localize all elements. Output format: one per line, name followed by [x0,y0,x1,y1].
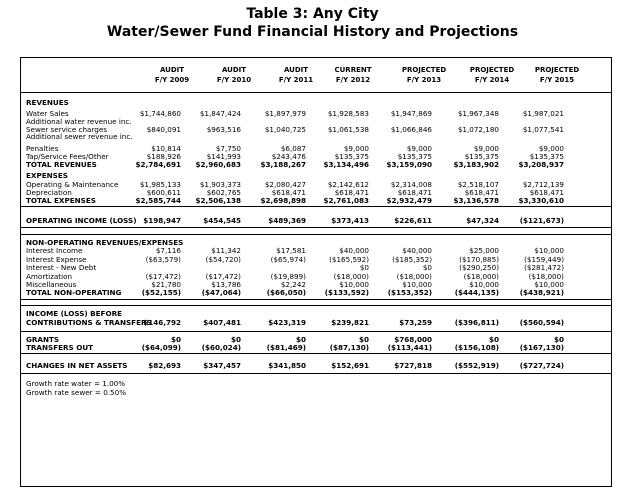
table-cell: $454,545 [203,216,241,225]
column-header-year: F/Y 2014 [474,76,510,84]
table-cell: $10,000 [339,280,369,289]
row-label: Interest Expense [26,255,87,264]
column-header-label: PROJECTED [469,66,515,74]
table-cell: $2,080,427 [264,180,306,189]
table-cell: ($81,469) [266,343,306,352]
row-label: Penalties [26,144,59,153]
row-label: EXPENSES [26,171,68,180]
table-cell: $9,000 [406,144,432,153]
table-cell: $6,087 [280,144,306,153]
table-cell: $1,987,021 [522,109,564,118]
table-cell: $7,116 [155,246,181,255]
column-header-label: PROJECTED [401,66,447,74]
footnote: Growth rate water = 1.00% [26,379,126,388]
table-cell: $73,259 [399,318,432,327]
table-divider [20,206,612,207]
table-cell: $21,780 [151,280,181,289]
row-label: Interest Income [26,246,83,255]
table-cell: $1,744,860 [139,109,181,118]
column-header-label: CURRENT [334,66,372,74]
table-divider [20,331,612,332]
column-header-label: AUDIT [159,66,185,74]
table-cell: $10,000 [469,280,499,289]
table-cell: $146,792 [143,318,181,327]
footnote: Growth rate sewer = 0.50% [26,388,127,397]
row-label: INCOME (LOSS) BEFORE [26,309,123,318]
table-cell: $3,136,578 [453,196,499,205]
table-cell: $135,375 [529,152,564,161]
row-label: TRANSFERS OUT [26,343,94,352]
table-cell: $602,765 [206,188,241,197]
table-cell: $2,761,083 [323,196,369,205]
row-label: CHANGES IN NET ASSETS [26,361,128,370]
table-cell: $3,208,937 [518,160,564,169]
row-label: Additional water revenue inc. [26,117,132,126]
row-label: Operating & Maintenance [26,180,119,189]
table-cell: $10,000 [534,280,564,289]
table-cell: $11,342 [211,246,241,255]
table-cell: ($66,050) [266,288,306,297]
table-cell: $9,000 [473,144,499,153]
table-cell: $2,518,107 [457,180,499,189]
table-divider [20,373,612,374]
table-cell: $3,134,496 [323,160,369,169]
row-label: Additional sewer revenue inc. [26,132,133,141]
table-cell: $2,242 [280,280,306,289]
table-cell: $0 [422,263,432,272]
table-cell: $226,611 [394,216,432,225]
table-cell: $17,581 [276,246,306,255]
row-label: TOTAL REVENUES [26,160,97,169]
table-cell: $407,481 [203,318,241,327]
table-cell: ($396,811) [454,318,499,327]
table-cell: ($54,720) [205,255,241,264]
row-label: NON-OPERATING REVENUES/EXPENSES [26,238,184,247]
table-cell: $0 [488,335,499,344]
table-cell: ($63,579) [145,255,181,264]
column-header-year: F/Y 2010 [216,76,252,84]
table-cell: $3,330,610 [518,196,564,205]
table-cell: $341,850 [268,361,306,370]
table-cell: $7,750 [215,144,241,153]
table-cell: ($113,441) [387,343,432,352]
table-cell: $1,040,725 [264,125,306,134]
table-cell: $3,159,090 [386,160,432,169]
table-cell: $1,847,424 [199,109,241,118]
row-label: OPERATING INCOME (LOSS) [26,216,137,225]
table-cell: ($170,885) [459,255,499,264]
table-cell: $1,928,583 [327,109,369,118]
table-cell: $2,314,008 [390,180,432,189]
row-label: Interest - New Debt [26,263,97,272]
table-cell: ($153,352) [387,288,432,297]
table-cell: $0 [553,335,564,344]
table-cell: $768,000 [394,335,432,344]
table-cell: $1,985,133 [139,180,181,189]
column-header-year: F/Y 2011 [278,76,314,84]
table-cell: $0 [358,335,369,344]
table-cell: $618,471 [271,188,306,197]
table-cell: ($47,064) [201,288,241,297]
table-cell: $40,000 [402,246,432,255]
table-title: Table 3: Any City [246,6,379,22]
table-cell: $1,077,541 [522,125,564,134]
table-divider [20,305,612,306]
table-cell: $2,712,139 [522,180,564,189]
row-label: Water Sales [26,109,69,118]
table-cell: $0 [359,263,369,272]
table-cell: $10,814 [151,144,181,153]
table-cell: $1,061,538 [327,125,369,134]
row-label: Sewer service charges [26,125,108,134]
table-cell: ($156,108) [454,343,499,352]
table-divider [20,227,612,228]
table-cell: ($121,673) [519,216,564,225]
table-cell: $188,926 [146,152,181,161]
table-cell: $135,375 [334,152,369,161]
table-divider [20,234,612,235]
table-cell: ($281,472) [524,263,564,272]
table-cell: $141,993 [206,152,241,161]
table-cell: ($560,594) [519,318,564,327]
table-cell: $1,903,373 [199,180,241,189]
table-cell: $618,471 [464,188,499,197]
table-cell: $600,611 [146,188,181,197]
table-cell: ($60,024) [201,343,241,352]
table-cell: $727,818 [394,361,432,370]
row-label: TOTAL NON-OPERATING [26,288,122,297]
table-cell: ($18,000) [396,272,432,281]
table-cell: ($18,000) [333,272,369,281]
table-cell: $152,691 [331,361,369,370]
table-cell: $3,183,902 [453,160,499,169]
table-cell: $963,516 [206,125,241,134]
table-cell: ($65,974) [270,255,306,264]
table-cell: $13,786 [211,280,241,289]
table-cell: $840,091 [146,125,181,134]
table-cell: $2,142,612 [327,180,369,189]
table-cell: $47,324 [466,216,499,225]
column-header-label: AUDIT [283,66,309,74]
table-cell: $373,413 [331,216,369,225]
table-cell: $2,784,691 [135,160,181,169]
table-cell: $2,698,898 [260,196,306,205]
table-cell: $135,375 [397,152,432,161]
table-divider [20,353,612,354]
table-cell: ($167,130) [519,343,564,352]
table-cell: ($185,352) [392,255,432,264]
table-cell: ($133,592) [324,288,369,297]
table-cell: ($552,919) [454,361,499,370]
table-cell: $618,471 [397,188,432,197]
table-cell: $1,072,180 [457,125,499,134]
row-label: CONTRIBUTIONS & TRANSFERS [26,318,152,327]
table-cell: $423,319 [268,318,306,327]
table-cell: $135,375 [464,152,499,161]
table-cell: ($290,250) [459,263,499,272]
table-cell: $10,000 [534,246,564,255]
table-cell: $1,947,869 [390,109,432,118]
table-cell: $1,066,846 [390,125,432,134]
table-divider [20,299,612,300]
table-cell: $0 [295,335,306,344]
table-cell: $0 [170,335,181,344]
row-label: GRANTS [26,335,60,344]
table-cell: $0 [230,335,241,344]
table-cell: ($165,592) [329,255,369,264]
table-cell: $239,821 [331,318,369,327]
table-cell: $1,967,348 [457,109,499,118]
row-label: Amortization [26,272,73,281]
table-cell: $10,000 [402,280,432,289]
table-divider [20,92,612,93]
table-cell: $2,506,138 [195,196,241,205]
table-cell: ($19,899) [270,272,306,281]
table-cell: $25,000 [469,246,499,255]
row-label: REVENUES [26,98,69,107]
table-cell: ($18,000) [528,272,564,281]
table-cell: $2,932,479 [386,196,432,205]
table-cell: ($18,000) [463,272,499,281]
row-label: TOTAL EXPENSES [26,196,96,205]
table-cell: $82,693 [148,361,181,370]
table-cell: ($17,472) [145,272,181,281]
table-cell: $243,476 [271,152,306,161]
column-header-year: F/Y 2009 [154,76,190,84]
table-cell: $9,000 [343,144,369,153]
table-cell: $2,960,683 [195,160,241,169]
row-label: Tap/Service Fees/Other [26,152,109,161]
table-cell: ($444,135) [454,288,499,297]
table-cell: ($727,724) [519,361,564,370]
table-cell: $3,188,267 [260,160,306,169]
table-cell: $2,585,744 [135,196,181,205]
table-cell: $9,000 [538,144,564,153]
column-header-year: F/Y 2015 [539,76,575,84]
column-header-label: AUDIT [221,66,247,74]
table-cell: $618,471 [334,188,369,197]
table-cell: ($87,130) [329,343,369,352]
table-cell: $618,471 [529,188,564,197]
row-label: Miscellaneous [26,280,77,289]
row-label: Depreciation [26,188,72,197]
table-cell: $489,369 [268,216,306,225]
table-cell: ($438,921) [519,288,564,297]
column-header-label: PROJECTED [534,66,580,74]
table-cell: ($17,472) [205,272,241,281]
table-cell: $40,000 [339,246,369,255]
table-cell: $1,897,979 [264,109,306,118]
table-cell: ($159,449) [524,255,564,264]
column-header-year: F/Y 2013 [406,76,442,84]
table-cell: $347,457 [203,361,241,370]
table-cell: ($64,099) [141,343,181,352]
column-header-year: F/Y 2012 [335,76,371,84]
table-cell: $198,947 [143,216,181,225]
table-subtitle: Water/Sewer Fund Financial History and Projections [106,24,519,40]
table-cell: ($52,155) [141,288,181,297]
